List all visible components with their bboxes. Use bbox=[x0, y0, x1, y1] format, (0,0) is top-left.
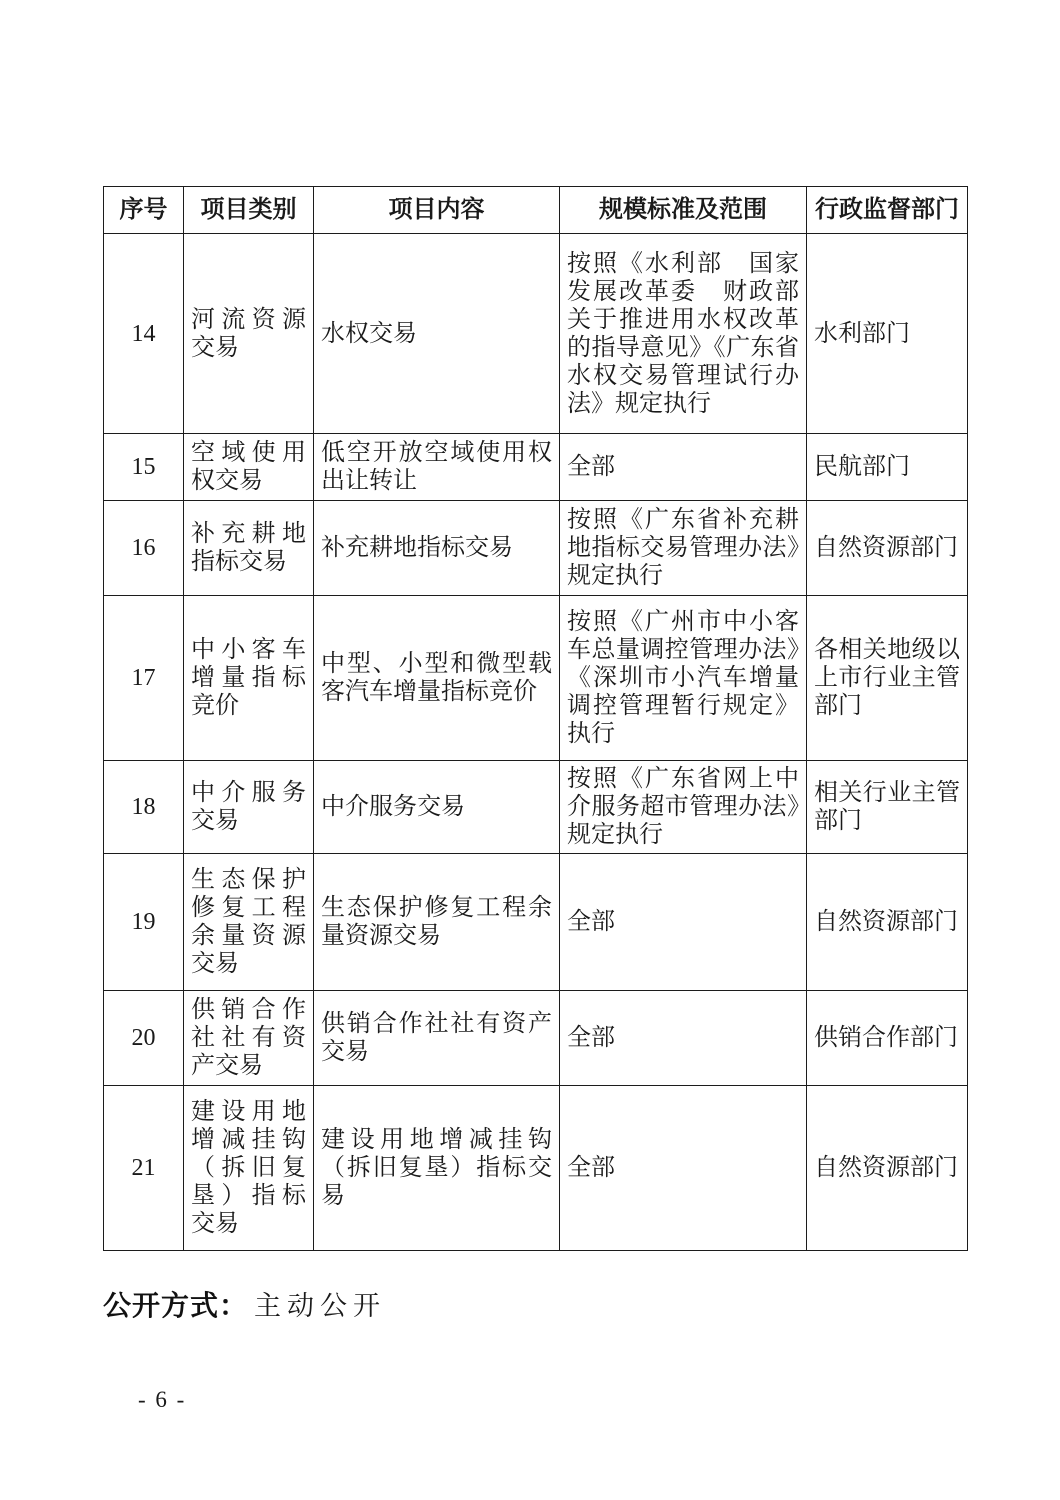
table-row bbox=[104, 234, 968, 434]
dept-cell: 水利部门 bbox=[807, 234, 968, 434]
table-row bbox=[104, 854, 968, 991]
header-content: 项目内容 bbox=[314, 187, 560, 234]
seq-cell: 17 bbox=[104, 596, 184, 761]
content-cell: 补充耕地指标交易 bbox=[314, 501, 560, 596]
dept-cell: 相关行业主管部门 bbox=[807, 761, 968, 854]
table-row bbox=[104, 434, 968, 501]
scope-cell: 全部 bbox=[560, 434, 807, 501]
category-cell: 中小客车增量指标竞价 bbox=[184, 596, 314, 761]
content-cell: 生态保护修复工程余量资源交易 bbox=[314, 854, 560, 991]
dept-cell: 自然资源部门 bbox=[807, 854, 968, 991]
scope-cell: 全部 bbox=[560, 1086, 807, 1251]
table-row bbox=[104, 991, 968, 1086]
scope-cell: 全部 bbox=[560, 854, 807, 991]
table-row bbox=[104, 1086, 968, 1251]
seq-cell: 19 bbox=[104, 854, 184, 991]
seq-cell: 16 bbox=[104, 501, 184, 596]
content-cell: 低空开放空域使用权出让转让 bbox=[314, 434, 560, 501]
dept-cell: 民航部门 bbox=[807, 434, 968, 501]
header-dept: 行政监督部门 bbox=[807, 187, 968, 234]
seq-cell: 15 bbox=[104, 434, 184, 501]
category-cell: 空域使用权交易 bbox=[184, 434, 314, 501]
scope-cell: 按照《广东省网上中介服务超市管理办法》规定执行 bbox=[560, 761, 807, 854]
page-number: - 6 - bbox=[138, 1387, 187, 1412]
scope-cell: 按照《广东省补充耕地指标交易管理办法》规定执行 bbox=[560, 501, 807, 596]
items-table-container bbox=[103, 186, 969, 1251]
category-cell: 建设用地增减挂钩（拆旧复垦）指标交易 bbox=[184, 1086, 314, 1251]
table-row bbox=[104, 761, 968, 854]
category-cell: 中介服务交易 bbox=[184, 761, 314, 854]
disclosure-method-line bbox=[103, 1284, 386, 1324]
scope-cell: 按照《广州市中小客车总量调控管理办法》《深圳市小汽车增量调控管理暂行规定》执行 bbox=[560, 596, 807, 761]
category-cell: 生态保护修复工程余量资源交易 bbox=[184, 854, 314, 991]
table-header-row bbox=[104, 187, 968, 234]
table-row bbox=[104, 501, 968, 596]
content-cell: 中介服务交易 bbox=[314, 761, 560, 854]
dept-cell: 各相关地级以上市行业主管部门 bbox=[807, 596, 968, 761]
content-cell: 水权交易 bbox=[314, 234, 560, 434]
category-cell: 供销合作社社有资产交易 bbox=[184, 991, 314, 1086]
seq-cell: 21 bbox=[104, 1086, 184, 1251]
scope-cell: 全部 bbox=[560, 991, 807, 1086]
header-scope: 规模标准及范围 bbox=[560, 187, 807, 234]
content-cell: 建设用地增减挂钩（拆旧复垦）指标交易 bbox=[314, 1086, 560, 1251]
disclosure-method-value: 主动公开 bbox=[254, 1291, 387, 1321]
seq-cell: 18 bbox=[104, 761, 184, 854]
disclosure-method-label: 公开方式： bbox=[103, 1290, 249, 1321]
seq-cell: 14 bbox=[104, 234, 184, 434]
dept-cell: 自然资源部门 bbox=[807, 1086, 968, 1251]
table-row bbox=[104, 596, 968, 761]
category-cell: 河流资源交易 bbox=[184, 234, 314, 434]
dept-cell: 供销合作部门 bbox=[807, 991, 968, 1086]
dept-cell: 自然资源部门 bbox=[807, 501, 968, 596]
header-category: 项目类别 bbox=[184, 187, 314, 234]
header-seq: 序号 bbox=[104, 187, 184, 234]
content-cell: 中型、小型和微型载客汽车增量指标竞价 bbox=[314, 596, 560, 761]
items-table bbox=[103, 186, 968, 1251]
category-cell: 补充耕地指标交易 bbox=[184, 501, 314, 596]
content-cell: 供销合作社社有资产交易 bbox=[314, 991, 560, 1086]
seq-cell: 20 bbox=[104, 991, 184, 1086]
scope-cell: 按照《水利部 国家发展改革委 财政部关于推进用水权改革的指导意见》《广东省水权交易管理试行办法》规定执行 bbox=[560, 234, 807, 434]
